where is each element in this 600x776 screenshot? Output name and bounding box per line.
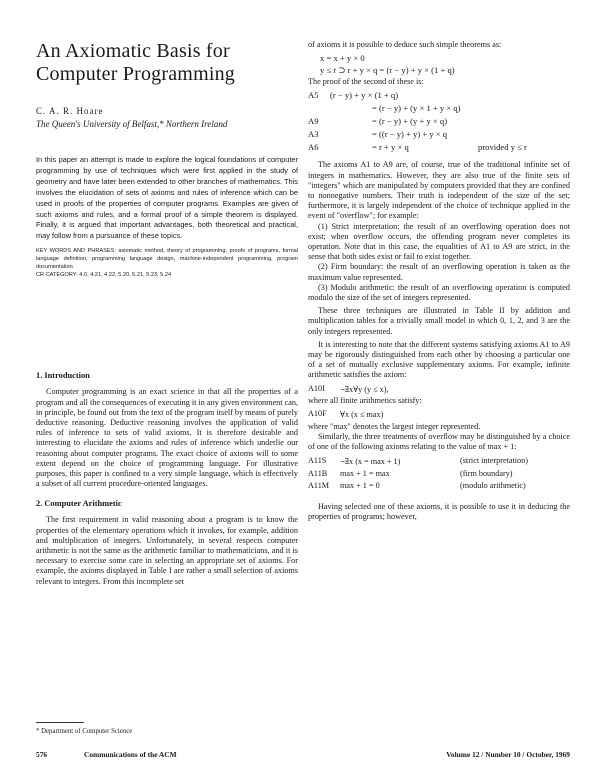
volume-info: Volume 12 / Number 10 / October, 1969: [446, 750, 570, 759]
proof-intro: The proof of the second of these is:: [308, 77, 424, 87]
theorems-intro: of axioms it is possible to deduce such simple theorems as:: [308, 40, 502, 49]
proof-step: [308, 142, 570, 155]
proof-step-label: A5: [308, 90, 319, 101]
journal-name: Communications of the ACM: [84, 750, 177, 759]
proof-step: [308, 129, 570, 142]
arithmetic-text: The first requirement in valid reasoning about a program is to know the properties of the elementary operations which it invokes, for example, addition and multiplication of integers. Unfortunately, in several respects computer arithmetic is not the same as the arithmetic familiar to mathematicians, and it is necessary to exercise some care in selecting an appropriate set of axioms. For example, the axioms displayed in Table I are rather a small selection of axioms relevant to integers. From this incomplete set: [36, 515, 298, 586]
axiom-note: (modulo arithmetic): [460, 481, 526, 491]
axiom-label: A10I: [308, 383, 325, 393]
cr-categories: CR CATEGORY: 4.0, 4.21, 4.22, 5.20, 5.21, 5.23, 5.24: [36, 271, 172, 278]
section-computer-arithmetic: [36, 499, 298, 586]
keywords: [36, 248, 298, 279]
axiom-label: A10F: [308, 409, 327, 419]
title-line-1: An Axiomatic Basis for: [36, 40, 230, 62]
proof-step-label: A9: [308, 116, 319, 127]
proof-step: [308, 90, 570, 103]
proof-step: [308, 116, 570, 129]
proof-step: [308, 103, 570, 116]
proof-step-expr: (r − y) + y × (1 + q): [330, 90, 399, 101]
left-column: [36, 40, 298, 587]
proof-block: [308, 90, 570, 155]
theorem-2: y ≤ r ⊃ r + y × q = (r − y) + y × (1 + q): [320, 65, 455, 76]
proof-step-expr: = ((r − y) + y) + y × q: [372, 129, 448, 140]
where-finite: where all finite arithmetics satisfy:: [308, 396, 422, 406]
section-heading-arithmetic: 2. Computer Arithmetic: [36, 499, 122, 509]
axiom-expr: ¬∃x (x = max + 1): [340, 457, 401, 467]
axiom-a11m: [308, 481, 570, 494]
paragraph-closing: Having selected one of these axioms, it is possible to use it in deducing the properties of programs; however,: [308, 501, 570, 522]
paragraph-supplementary: It is interesting to note that the different systems satisfying axioms A1 to A9 may be rigorously distinguished from each other by choosing a particular one of a set of mutually exclusive supplementary axioms. For example, infinite arithmetic satisfies the axiom:: [308, 339, 570, 380]
proof-step-note: provided y ≤ r: [478, 142, 527, 153]
axiom-label: A11B: [308, 468, 328, 478]
axiom-expr: max + 1 = max: [340, 468, 390, 478]
footnote-rule: [36, 722, 84, 723]
proof-step-expr: = r + y × q: [372, 142, 409, 153]
overflow-item-firm: (2) Firm boundary: the result of an overflowing operation is taken as the maximum value represented.: [308, 262, 570, 282]
axiom-note: (firm boundary): [460, 468, 513, 478]
theorem-1: x = x + y × 0: [320, 53, 365, 64]
axiom-expr: ¬∃x∀y (y ≤ x),: [340, 384, 389, 394]
affiliation: The Queen's University of Belfast,* Northern Ireland: [36, 119, 228, 129]
footnote: * Department of Computer Science: [36, 728, 133, 735]
axiom-a10i: [308, 384, 570, 397]
axiom-label: A11S: [308, 456, 327, 466]
section-introduction: [36, 371, 298, 489]
paragraph-overflow-axioms: Similarly, the three treatments of overflow may be distinguished by a choice of one of the following axioms relating to the value of max + 1:: [308, 432, 570, 452]
axiom-expr: ∀x (x ≤ max): [340, 410, 384, 420]
keywords-text: KEY WORDS AND PHRASES: axiomatic method, theory of programming, proofs of programs, formal language definition, programming language design, machine-independent programming, program documentation: [36, 248, 298, 270]
page-number: 576: [36, 750, 48, 759]
introduction-text: Computer programming is an exact science in that all the properties of a program and all the consequences of executing it in any given environment can, in principle, be found out from the text of the program itself by means of purely deductive reasoning. Deductive reasoning involves the application of valid rules of inference to sets of valid axioms. It is therefore desirable and interesting to elucidate the axioms and rules of inference which underlie our reasoning about computer programs. The exact choice of axioms will to some extent depend on the choice of programming language. For illustrative purposes, this paper is confined to a very simple language, which is effectively a subset of all current procedure-oriented languages.: [36, 387, 298, 489]
overflow-item-modulo: (3) Modulo arithmetic: the result of an overflowing operation is computed modulo the size of the set of integers represented.: [308, 282, 570, 303]
axiom-label: A11M: [308, 481, 330, 491]
paper-title: [36, 40, 298, 86]
axiom-expr: max + 1 = 0: [340, 481, 380, 491]
author: C. A. R. Hoare: [36, 106, 104, 116]
proof-step-expr: = (r − y) + (y × 1 + y × q): [372, 103, 461, 114]
proof-step-label: A3: [308, 129, 319, 140]
axiom-a10f: [308, 409, 570, 422]
section-heading-introduction: 1. Introduction: [36, 371, 90, 381]
overflow-axioms: [308, 456, 570, 494]
overflow-item-strict: (1) Strict interpretation: the result of an overflowing operation does not exist; when overflow occurs, the offending program never completes its operation. Note that in this case, the equalities of A1 to A9 are strict, in the sense that both sides exist or fail to exist together.: [308, 221, 570, 262]
axiom-a11b: [308, 469, 570, 482]
proof-step-label: A6: [308, 142, 319, 153]
axiom-a11s: [308, 456, 570, 469]
where-max: where "max" denotes the largest integer represented.: [308, 421, 481, 431]
title-line-2: Computer Programming: [36, 63, 235, 85]
right-column: [308, 40, 570, 522]
proof-step-expr: = (r − y) + (y + y × q): [372, 116, 448, 127]
axiom-note: (strict interpretation): [460, 456, 528, 466]
paragraph-axioms-true: The axioms A1 to A9 are, of course, true of the traditional infinite set of integers in mathematics. However, they are also true of the finite sets of "integers" which are manipulated by computers provided that they are confined to nonnegative numbers. Their truth is independent of the size of the set; furthermore, it is largely independent of the choice of technique applied in the event of "overflow"; for example:: [308, 160, 570, 221]
abstract: In this paper an attempt is made to explore the logical foundations of computer programming by use of techniques which were first applied in the study of geometry and have later been extended to other branches of mathematics. This involves the elucidation of sets of axioms and rules of inference which can be used in proofs of the properties of computer programs. Examples are given of such axioms and rules, and a formal proof of a simple theorem is displayed. Finally, it is argued that important advantages, both theoretical and practical, may follow from a pursuance of these topics.: [36, 155, 298, 241]
paragraph-table-ii: These three techniques are illustrated in Table II by addition and multiplication tables for a trivially small model in which 0, 1, 2, and 3 are the only integers represented.: [308, 306, 570, 336]
